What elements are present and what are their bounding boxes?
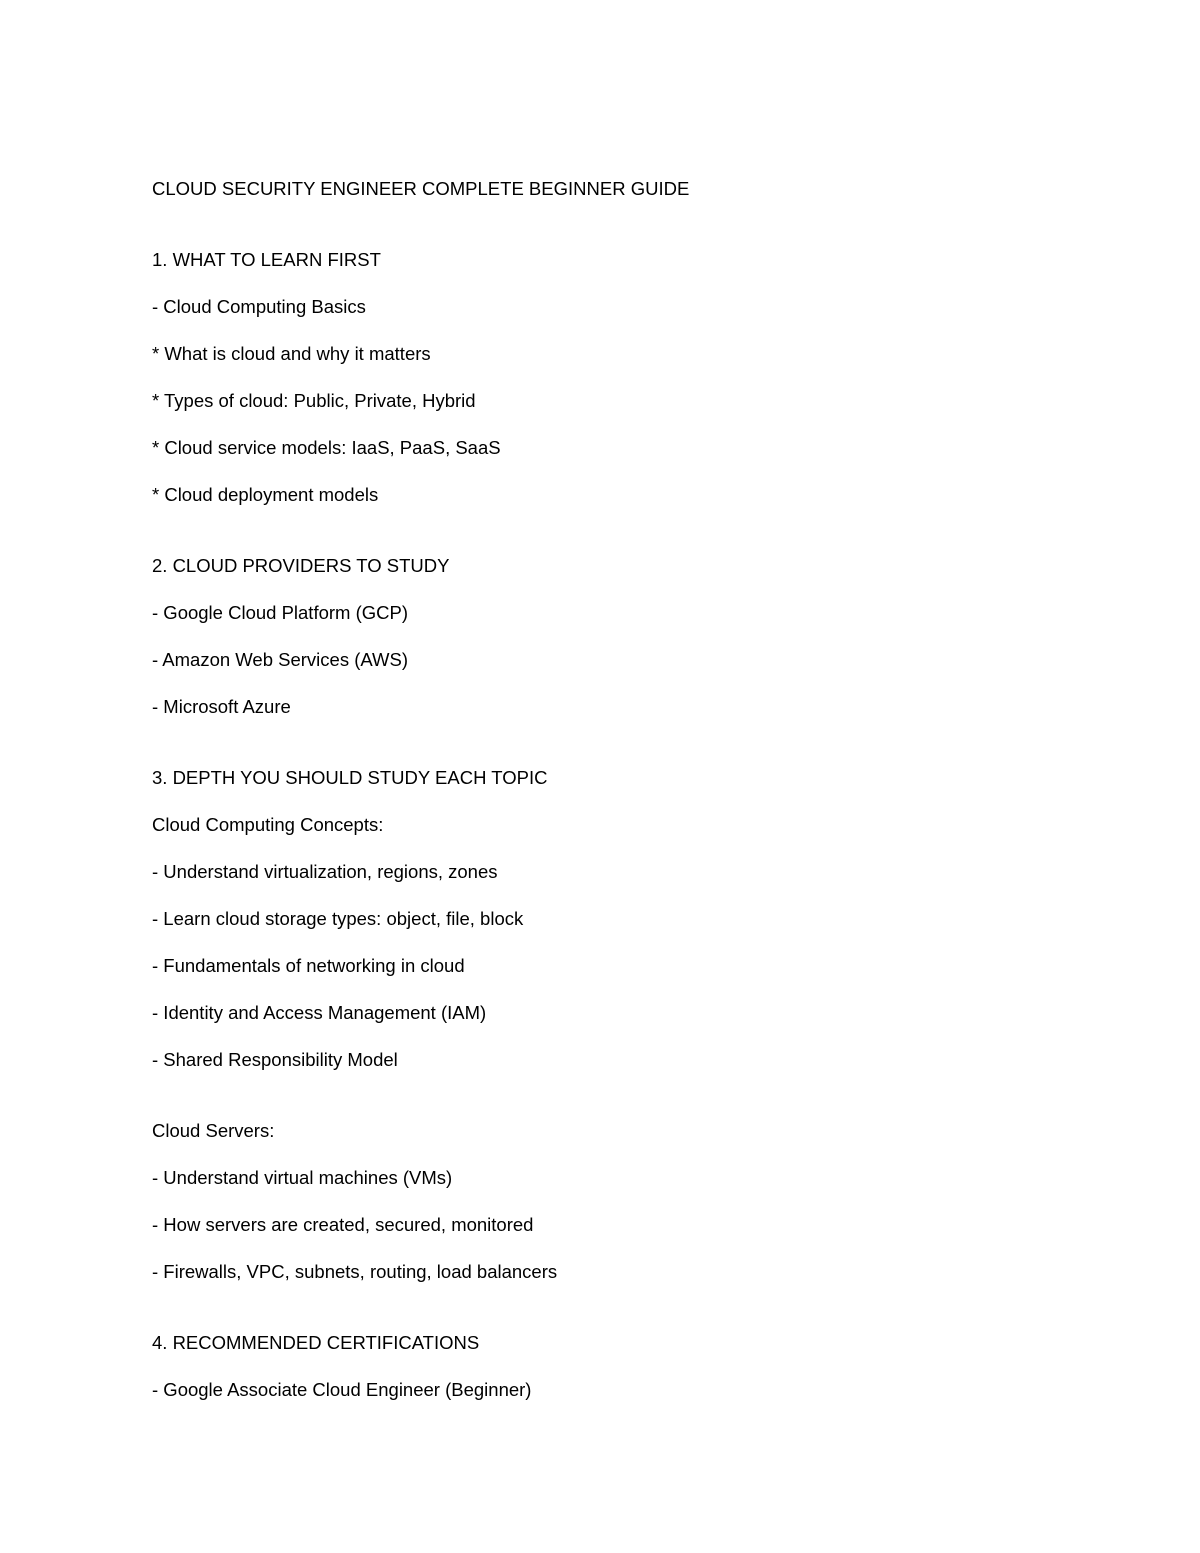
list-item: - How servers are created, secured, monitored [152,1214,534,1235]
list-item: - Firewalls, VPC, subnets, routing, load balancers [152,1261,558,1282]
list-item: * What is cloud and why it matters [152,343,431,364]
section-heading-2: 2. CLOUD PROVIDERS TO STUDY [152,555,450,576]
document-title: CLOUD SECURITY ENGINEER COMPLETE BEGINNER GUIDE [152,178,690,199]
list-item: - Learn cloud storage types: object, file, block [152,908,524,929]
list-item: * Types of cloud: Public, Private, Hybrid [152,390,476,411]
section-heading-3: 3. DEPTH YOU SHOULD STUDY EACH TOPIC [152,767,548,788]
list-item: - Fundamentals of networking in cloud [152,955,465,976]
list-item: * Cloud deployment models [152,484,379,505]
list-item: - Google Associate Cloud Engineer (Beginner) [152,1379,532,1400]
list-item: - Understand virtualization, regions, zones [152,861,498,882]
subsection-label: Cloud Servers: [152,1120,275,1141]
list-item: * Cloud service models: IaaS, PaaS, SaaS [152,437,501,458]
subsection-label: Cloud Computing Concepts: [152,814,384,835]
list-item: - Cloud Computing Basics [152,296,366,317]
list-item: - Amazon Web Services (AWS) [152,649,408,670]
list-item: - Shared Responsibility Model [152,1049,398,1070]
list-item: - Google Cloud Platform (GCP) [152,602,409,623]
list-item: - Microsoft Azure [152,696,291,717]
section-heading-1: 1. WHAT TO LEARN FIRST [152,249,381,270]
list-item: - Understand virtual machines (VMs) [152,1167,453,1188]
section-heading-4: 4. RECOMMENDED CERTIFICATIONS [152,1332,480,1353]
list-item: - Identity and Access Management (IAM) [152,1002,487,1023]
